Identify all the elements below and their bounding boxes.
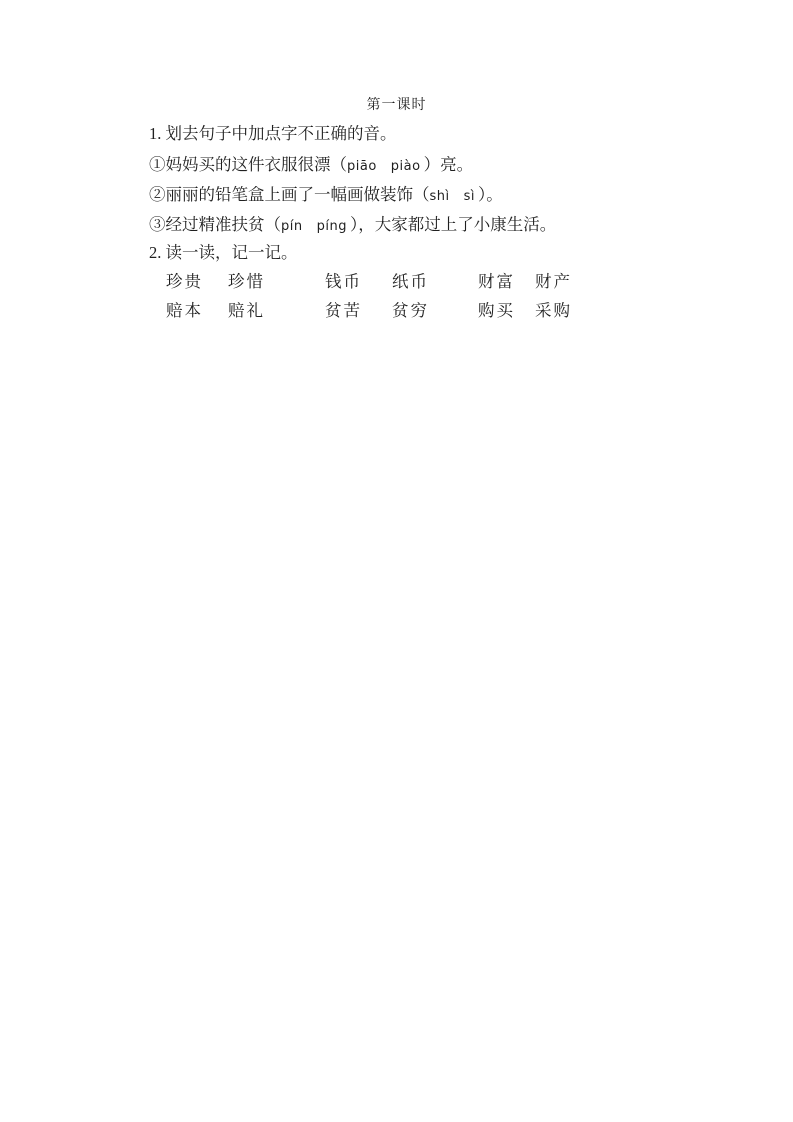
exercise2-heading: 2. 读一读，记一记。 — [149, 243, 298, 262]
sentence-text-pre: ③经过精准扶贫（ — [149, 215, 281, 234]
pinyin-option-1: pín — [281, 219, 303, 234]
exercise1-heading: 1. 划去句子中加点字不正确的音。 — [149, 124, 397, 143]
exercise1-item-1 — [149, 156, 753, 175]
word-item: 珍贵 — [166, 272, 203, 291]
pinyin-option-1: piāo — [347, 159, 377, 174]
exercise1-item-3 — [149, 216, 753, 235]
word-item: 贫穷 — [392, 301, 429, 320]
pinyin-option-1: shì — [429, 189, 450, 204]
word-item: 赔本 — [166, 301, 203, 320]
sentence-text-pre: ①妈妈买的这件衣服很漂（ — [149, 155, 347, 174]
pinyin-option-2: piào — [390, 159, 421, 174]
word-row-2 — [149, 302, 753, 322]
word-item: 财产 — [535, 272, 572, 291]
word-item: 纸币 — [392, 272, 429, 291]
sentence-text-post: ）亮。 — [423, 155, 474, 174]
word-item: 财富 — [478, 272, 515, 291]
sentence-text-post: ），大家都过上了小康生活。 — [349, 215, 557, 234]
pinyin-option-2: píng — [316, 219, 347, 234]
word-item: 钱币 — [325, 272, 362, 291]
word-item: 购买 — [478, 301, 515, 320]
word-item: 珍惜 — [228, 272, 265, 291]
exercise1-item-2 — [149, 186, 753, 205]
lesson-title: 第一课时 — [366, 98, 427, 113]
sentence-text-post: ）。 — [478, 185, 503, 204]
word-row-1 — [149, 273, 753, 293]
pinyin-option-2: sì — [463, 189, 476, 204]
word-item: 贫苦 — [325, 301, 362, 320]
word-item: 赔礼 — [228, 301, 265, 320]
word-item: 采购 — [535, 301, 572, 320]
sentence-text-pre: ②丽丽的铅笔盒上画了一幅画做装饰（ — [149, 185, 430, 204]
